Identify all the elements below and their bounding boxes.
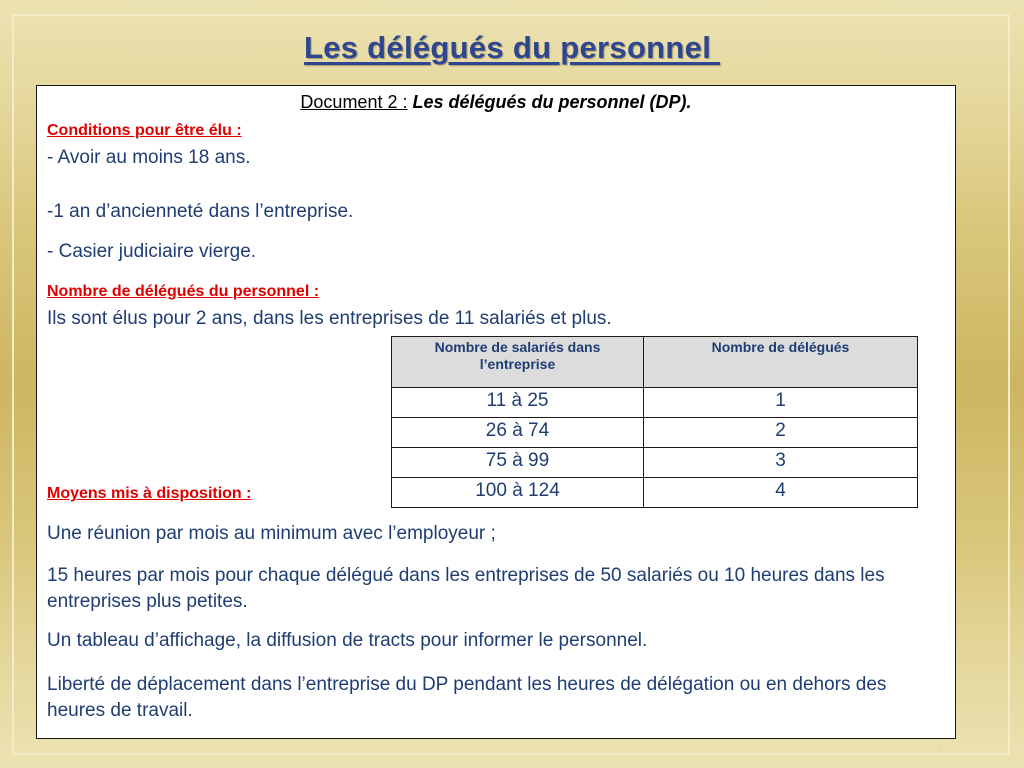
- nombre-label: Nombre de délégués du personnel :: [47, 283, 320, 300]
- table-header-cell: Nombre de délégués: [644, 337, 918, 388]
- moyens-label: Moyens mis à disposition :: [47, 485, 252, 502]
- corner-dot: .: [940, 745, 942, 751]
- table-cell-salaries: 11 à 25: [392, 388, 644, 418]
- table-row: [392, 478, 918, 508]
- table-cell-salaries: 75 à 99: [392, 448, 644, 478]
- conditions-label: Conditions pour être élu :: [47, 122, 242, 139]
- document-heading-title: Les délégués du personnel (DP).: [412, 92, 692, 112]
- table-cell-delegues: 3: [644, 448, 918, 478]
- condition-item: - Avoir au moins 18 ans.: [47, 147, 251, 168]
- moyens-paragraph: Un tableau d’affichage, la diffusion de tracts pour informer le personnel.: [47, 630, 648, 651]
- table-row: [392, 418, 918, 448]
- moyens-paragraph: Liberté de déplacement dans l’entreprise du DP pendant les heures de délégation ou en dehors des heures de travail.: [47, 674, 887, 721]
- condition-item: -1 an d’ancienneté dans l’entreprise.: [47, 201, 354, 222]
- table-header-row: [392, 337, 918, 388]
- table-cell-delegues: 1: [644, 388, 918, 418]
- table-header-cell: Nombre de salariés dans l’entreprise: [392, 337, 644, 388]
- table-cell-salaries: 26 à 74: [392, 418, 644, 448]
- moyens-paragraph: 15 heures par mois pour chaque délégué dans les entreprises de 50 salariés ou 10 heures dans les entreprises plus petites.: [47, 565, 885, 612]
- document-heading-label: Document 2 :: [300, 92, 408, 112]
- table-row: [392, 388, 918, 418]
- document-heading: [37, 92, 955, 113]
- document-box: [36, 85, 956, 739]
- table-cell-salaries: 100 à 124: [392, 478, 644, 508]
- slide-title: Les délégués du personnel: [303, 30, 721, 65]
- condition-item: - Casier judiciaire vierge.: [47, 241, 257, 262]
- table-row: [392, 448, 918, 478]
- delegates-table: [391, 336, 918, 508]
- nombre-text: Ils sont élus pour 2 ans, dans les entreprises de 11 salariés et plus.: [47, 308, 612, 329]
- table-cell-delegues: 4: [644, 478, 918, 508]
- moyens-paragraph: Une réunion par mois au minimum avec l’employeur ;: [47, 523, 496, 544]
- table-cell-delegues: 2: [644, 418, 918, 448]
